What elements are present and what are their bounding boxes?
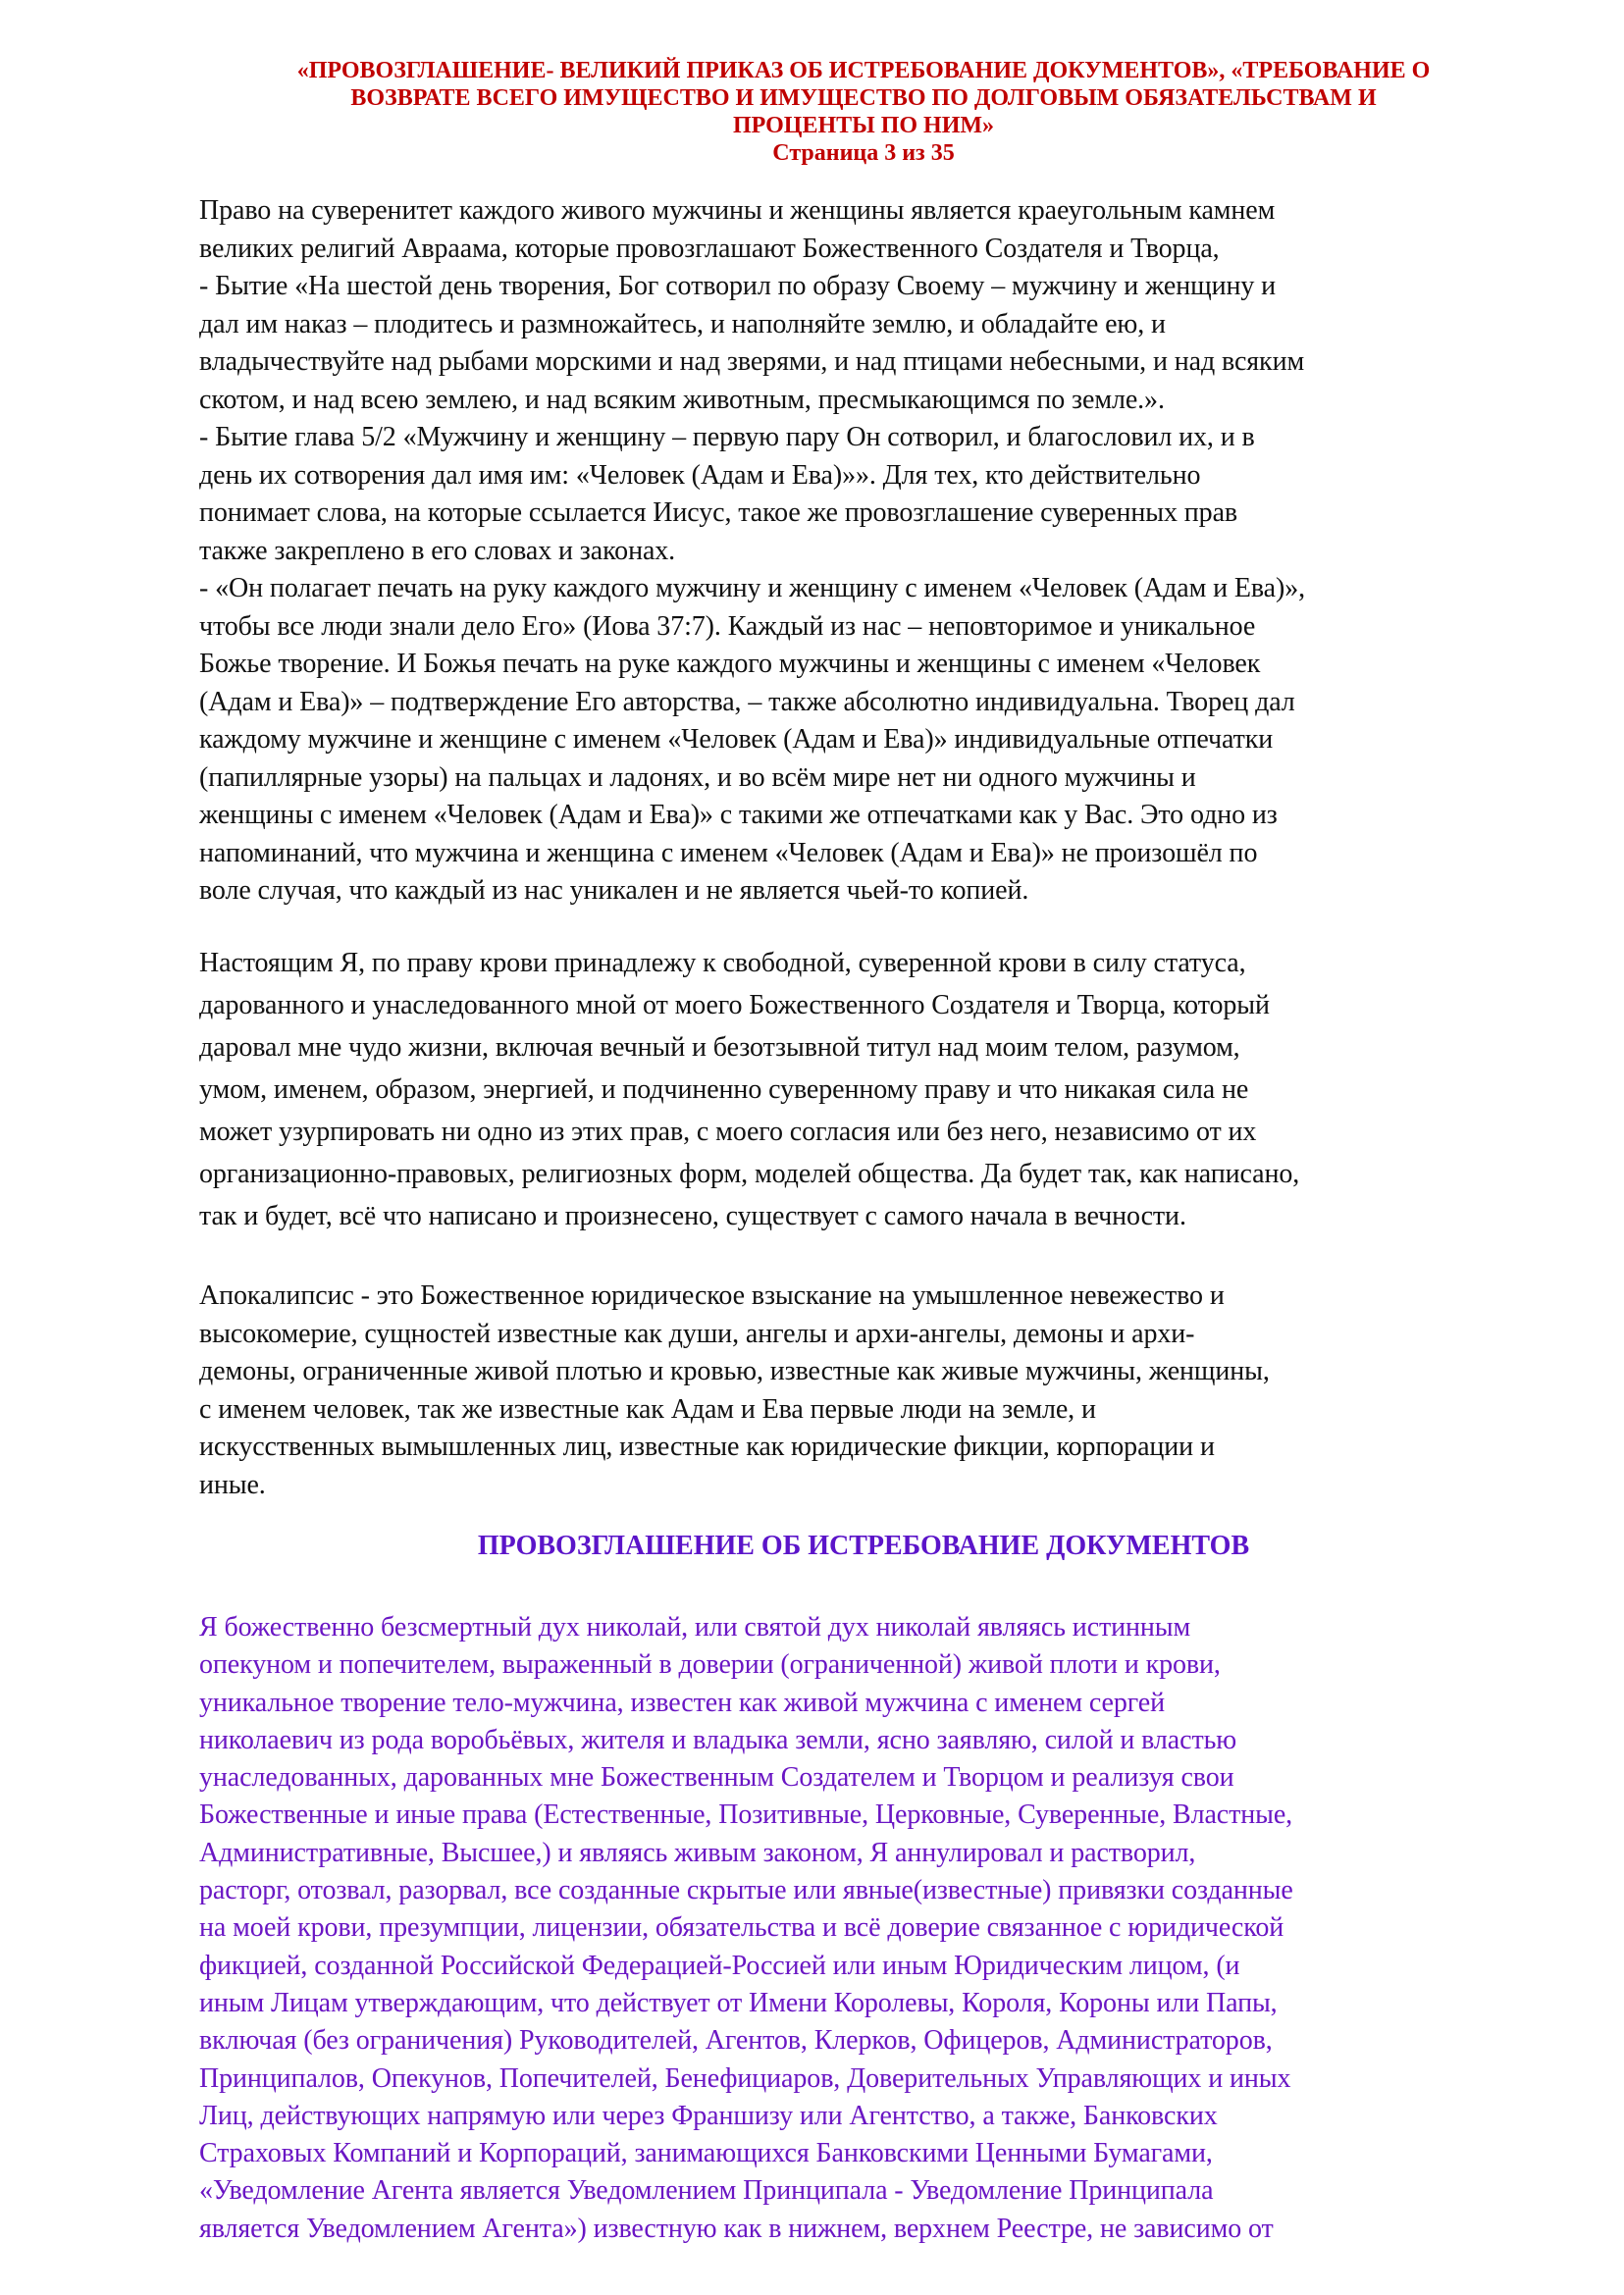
text-line: высокомерие, сущностей известные как души, ангелы и архи-ангелы, демоны и архи- [199, 1318, 1195, 1349]
text-line: дарованного и унаследованного мной от моего Божественного Создателя и Творца, который [199, 990, 1270, 1020]
text-line: понимает слова, на которые ссылается Иисус, такое же провозглашение суверенных прав [199, 497, 1238, 528]
text-line: с именем человек, так же известные как Адам и Ева первые люди на земле, и [199, 1393, 1096, 1425]
text-line: - «Он полагает печать на руку каждого мужчину и женщину с именем «Человек (Адам и Ева)», [199, 573, 1306, 603]
text-line: Принципалов, Опекунов, Попечителей, Бенефициаров, Доверительных Управляющих и иных [199, 2062, 1291, 2094]
text-line: Право на суверенитет каждого живого мужчины и женщины является краеугольным камнем [199, 195, 1276, 226]
text-line: Апокалипсис - это Божественное юридическое взыскание на умышленное невежество и [199, 1280, 1225, 1311]
text-line: «Уведомление Агента является Уведомлением Принципала - Уведомление Принципала [199, 2175, 1214, 2207]
text-line: умом, именем, образом, энергией, и подчиненно суверенному праву и что никакая сила не [199, 1074, 1249, 1105]
text-line: также закреплено в его словах и законах. [199, 535, 676, 566]
text-line: женщины с именем «Человек (Адам и Ева)» с такими же отпечатками как у Вас. Это одно из [199, 800, 1278, 830]
header-title-line: ПРОЦЕНТЫ ПО НИМ» [732, 113, 995, 138]
text-line: опекуном и попечителем, выраженный в доверии (ограниченной) живой плоти и крови, [199, 1649, 1221, 1681]
text-line: Административные, Высшее,) и являясь живым законом, Я аннулировал и растворил, [199, 1837, 1196, 1868]
text-line: чтобы все люди знали дело Его» (Иова 37:7). Каждый из нас – неповторимое и уникальное [199, 610, 1256, 642]
text-line: владычествуйте над рыбами морскими и над зверями, и над птицами небесными, и над всяким [199, 346, 1305, 377]
section-body [199, 1609, 1553, 2248]
text-line: иным Лицам утверждающим, что действует от Имени Королевы, Короля, Короны или Папы, [199, 1987, 1278, 2018]
text-line: Божье творение. И Божья печать на руке каждого мужчины и женщины с именем «Человек [199, 649, 1261, 679]
text-line: унаследованных, дарованных мне Божественным Создателем и Творцом и реализуя свои [199, 1762, 1234, 1794]
text-line: (папиллярные узоры) на пальцах и ладонях, и во всём мире нет ни одного мужчины и [199, 761, 1196, 793]
text-line: включая (без ограничения) Руководителей, Агентов, Клерков, Офицеров, Администраторов, [199, 2025, 1273, 2057]
text-line: - Бытие глава 5/2 «Мужчину и женщину – первую пару Он сотворил, и благословил их, и в [199, 422, 1255, 452]
text-line: Страховых Компаний и Корпораций, занимающихся Банковскими Ценными Бумагами, [199, 2138, 1213, 2169]
text-line: николаевич из рода воробьёвых, жителя и владыка земли, ясно заявляю, силой и властью [199, 1724, 1237, 1755]
text-line: Божественные и иные права (Естественные, Позитивные, Церковные, Суверенные, Властные, [199, 1799, 1293, 1831]
paragraph-sovereignty [199, 192, 1553, 911]
text-line: фикцией, созданной Российской Федерацией-Россией или иным Юридическим лицом, (и [199, 1950, 1240, 1981]
text-line: на моей крови, презумпции, лицензии, обязательства и всё доверие связанное с юридической [199, 1912, 1284, 1944]
page-indicator: Страница 3 из 35 [772, 140, 955, 166]
text-line: Настоящим Я, по праву крови принадлежу к свободной, суверенной крови в силу статуса, [199, 948, 1246, 978]
text-line: уникальное творение тело-мужчина, известен как живой мужчина с именем сергей [199, 1687, 1165, 1718]
paragraph-declaration [199, 942, 1553, 1237]
text-line: так и будет, всё что написано и произнесено, существует с самого начала в вечности. [199, 1201, 1186, 1231]
text-line: воле случая, что каждый из нас уникален и не является чьей-то копией. [199, 875, 1029, 906]
text-line: демоны, ограниченные живой плотью и кровью, известные как живые мужчины, женщины, [199, 1356, 1270, 1386]
text-line: день их сотворения дал имя им: «Человек (Адам и Ева)»». Для тех, кто действительно [199, 459, 1201, 491]
text-line: (Адам и Ева)» – подтверждение Его авторства, – также абсолютно индивидуальна. Творец дал [199, 686, 1295, 717]
document-header [177, 57, 1550, 167]
section-title: ПРОВОЗГЛАШЕНИЕ ОБ ИСТРЕБОВАНИЕ ДОКУМЕНТОВ [477, 1531, 1250, 1561]
text-line: Лиц, действующих напрямую или через Франшизу или Агентство, а также, Банковских [199, 2100, 1218, 2131]
text-line: иные. [199, 1469, 266, 1500]
text-line: даровал мне чудо жизни, включая вечный и безотзывной титул над моим телом, разумом, [199, 1032, 1240, 1063]
text-line: скотом, и над всею землею, и над всяким животным, пресмыкающимся по земле.». [199, 384, 1165, 415]
text-line: напоминаний, что мужчина и женщина с именем «Человек (Адам и Ева)» не произошёл по [199, 837, 1258, 868]
text-line: может узурпировать ни одно из этих прав, с моего согласия или без него, независимо от их [199, 1117, 1257, 1147]
paragraph-apocalypse [199, 1278, 1553, 1504]
text-line: расторг, отозвал, разорвал, все созданные скрытые или явные(известные) привязки созданные [199, 1875, 1293, 1906]
text-line: великих религий Авраама, которые провозглашают Божественного Создателя и Творца, [199, 233, 1220, 264]
text-line: искусственных вымышленных лиц, известные как юридические фикции, корпорации и [199, 1432, 1215, 1462]
header-title-line: ВОЗВРАТЕ ВСЕГО ИМУЩЕСТВО И ИМУЩЕСТВО ПО ДОЛГОВЫМ ОБЯЗАТЕЛЬСТВАМ И [350, 85, 1377, 111]
text-line: является Уведомлением Агента») известную как в нижнем, верхнем Реестре, не зависимо от [199, 2213, 1274, 2244]
header-title-line: «ПРОВОЗГЛАШЕНИЕ- ВЕЛИКИЙ ПРИКАЗ ОБ ИСТРЕБОВАНИЕ ДОКУМЕНТОВ», «ТРЕБОВАНИЕ О [296, 58, 1431, 83]
text-line: Я божественно безсмертный дух николай, или святой дух николай являясь истинным [199, 1612, 1191, 1643]
text-line: каждому мужчине и женщине с именем «Человек (Адам и Ева)» индивидуальные отпечатки [199, 724, 1274, 755]
text-line: организационно-правовых, религиозных форм, моделей общества. Да будет так, как написано, [199, 1159, 1300, 1189]
text-line: дал им наказ – плодитесь и размножайтесь, и наполняйте землю, и обладайте ею, и [199, 308, 1166, 339]
text-line: - Бытие «На шестой день творения, Бог сотворил по образу Своему – мужчину и женщину и [199, 271, 1277, 301]
